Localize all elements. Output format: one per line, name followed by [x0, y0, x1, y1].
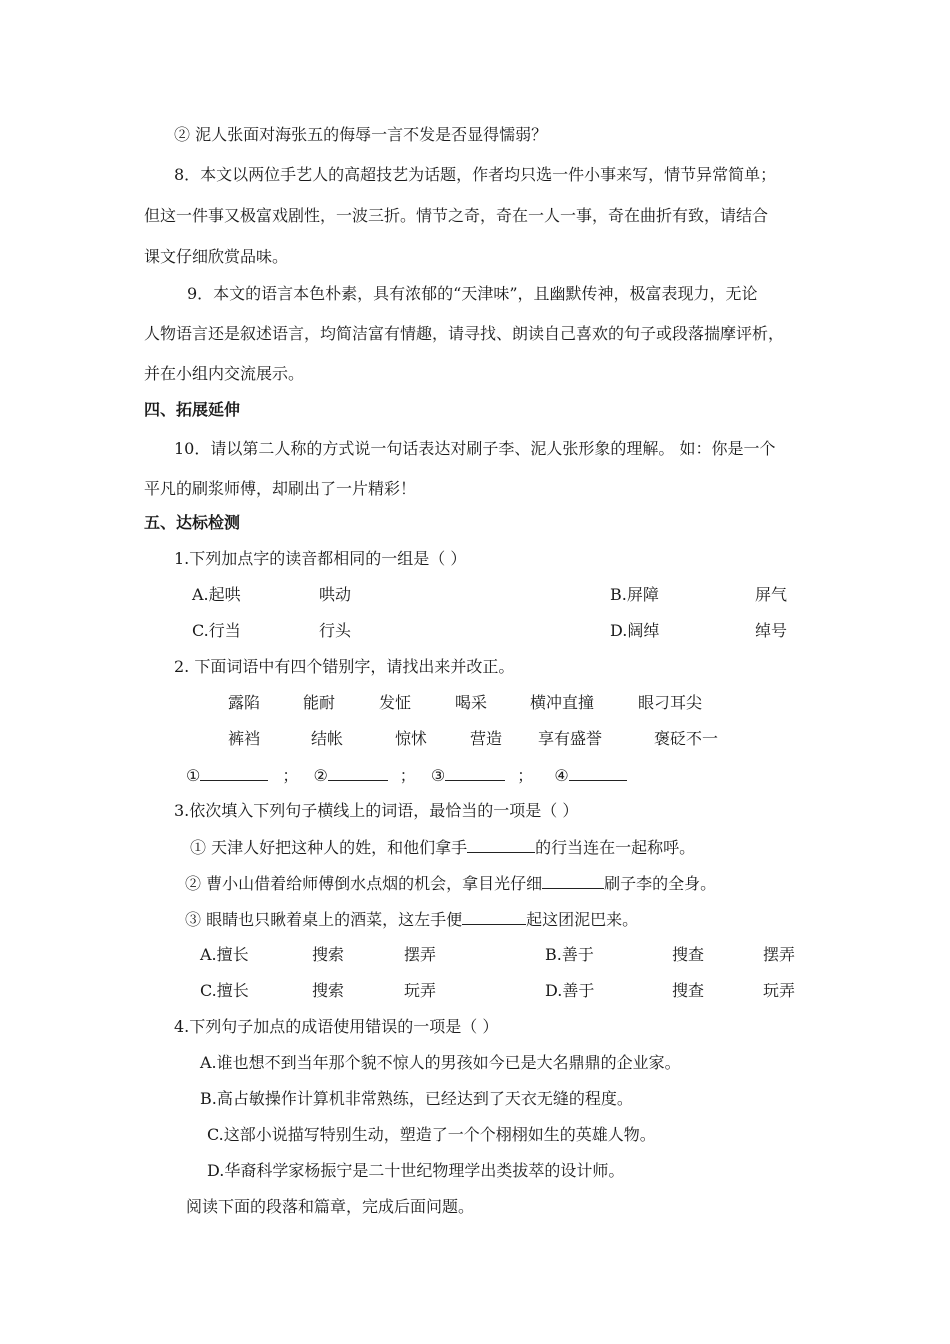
test-3-option-c: C.擅长: [200, 981, 249, 1000]
test-3-stem: 3.依次填入下列句子横线上的词语，最恰当的一项是（ ）: [174, 801, 579, 820]
reading-instruction: 阅读下面的段落和篇章，完成后面问题。: [186, 1197, 475, 1216]
test-3-option-b: B.善于: [545, 945, 594, 964]
test-3-option-c: 搜索: [312, 981, 345, 1000]
answer-blank-4[interactable]: [569, 764, 627, 781]
blank-separator: ；: [517, 766, 534, 785]
blank-label-2: ②: [313, 766, 328, 785]
test-1-option-a-word-1: A.起哄: [192, 585, 241, 604]
test-1-option-d-word-2: 绰号: [755, 621, 788, 640]
test-3-option-d: D.善于: [545, 981, 595, 1000]
word-item: 营造: [470, 729, 503, 748]
fill-blank[interactable]: [542, 872, 604, 889]
question-10-line-2: 平凡的刷浆师傅，却刷出了一片精彩！: [144, 479, 417, 498]
test-4-option-d: D.华裔科学家杨振宁是二十世纪物理学出类拔萃的设计师。: [207, 1161, 625, 1180]
test-4-stem: 4.下列句子加点的成语使用错误的一项是（ ）: [174, 1017, 499, 1036]
blank-label-1: ①: [186, 766, 201, 785]
test-3-option-a: 摆弄: [404, 945, 437, 964]
test-1-option-c-word-2: 行头: [319, 621, 352, 640]
section-heading-assessment: 五、达标检测: [144, 513, 241, 532]
question-9-line-2: 人物语言还是叙述语言，均简洁富有情趣，请寻找、朗读自己喜欢的句子或段落揣摩评析，: [144, 324, 785, 343]
blank-separator: ；: [399, 766, 416, 785]
question-7-part-2: ② 泥人张面对海张五的侮辱一言不发是否显得懦弱？: [174, 125, 548, 144]
section-heading-extension: 四、拓展延伸: [144, 400, 241, 419]
test-1-option-b-word-2: 屏气: [755, 585, 788, 604]
word-item: 眼刁耳尖: [638, 693, 703, 712]
test-1-stem: 1.下列加点字的读音都相同的一组是（ ）: [174, 549, 467, 568]
word-item: 能耐: [303, 693, 336, 712]
question-8-line-2: 但这一件事又极富戏剧性，一波三折。情节之奇，奇在一人一事，奇在曲折有致，请结合: [144, 206, 769, 225]
word-item: 褒砭不一: [654, 729, 719, 748]
answer-blank-1[interactable]: [200, 764, 268, 781]
question-8-line-3: 课文仔细欣赏品味。: [144, 247, 289, 266]
test-3-option-d: 玩弄: [763, 981, 796, 1000]
word-item: 发怔: [379, 693, 412, 712]
answer-blank-2[interactable]: [328, 764, 388, 781]
test-3-option-b: 摆弄: [763, 945, 796, 964]
blank-label-4: ④: [554, 766, 569, 785]
blank-label-3: ③: [430, 766, 446, 785]
test-1-option-a-word-2: 哄动: [319, 585, 352, 604]
question-10-line-1: 10．请以第二人称的方式说一句话表达对刷子李、泥人张形象的理解。 如：你是一个: [174, 439, 776, 458]
test-3-option-d: 搜查: [672, 981, 705, 1000]
test-3-option-a: A.擅长: [200, 945, 249, 964]
word-item: 裤裆: [228, 729, 261, 748]
word-item: 喝采: [455, 693, 488, 712]
question-9-line-1: 9．本文的语言本色朴素，具有浓郁的“天津味”，且幽默传神，极富表现力，无论: [187, 284, 758, 303]
question-8-line-1: 8．本文以两位手艺人的高超技艺为话题，作者均只选一件小事来写，情节异常简单；: [174, 165, 777, 184]
test-3-sentence-3: ③ 眼睛也只瞅着桌上的酒菜，这左手便 起这团泥巴来。: [185, 910, 639, 929]
test-1-option-c-word-1: C.行当: [192, 621, 241, 640]
test-1-option-b-word-1: B.屏障: [610, 585, 659, 604]
answer-blanks-row: [186, 764, 627, 787]
test-2-stem: 2. 下面词语中有四个错别字，请找出来并改正。: [174, 657, 515, 676]
word-item: 享有盛誉: [538, 729, 603, 748]
test-3-option-a: 搜索: [312, 945, 345, 964]
fill-blank[interactable]: [467, 836, 535, 853]
answer-blank-3[interactable]: [445, 764, 505, 781]
blank-separator: ；: [282, 766, 299, 785]
test-3-option-c: 玩弄: [404, 981, 437, 1000]
test-3-option-b: 搜查: [672, 945, 705, 964]
test-3-sentence-1: ① 天津人好把这种人的姓，和他们拿手 的行当连在一起称呼。: [190, 838, 696, 857]
word-item: 惊怵: [395, 729, 428, 748]
test-1-option-d-word-1: D.阔绰: [610, 621, 660, 640]
fill-blank[interactable]: [462, 908, 526, 925]
test-3-sentence-2: ② 曹小山借着给师傅倒水点烟的机会，拿目光仔细 刷子李的全身。: [185, 874, 717, 893]
word-item: 露陷: [228, 693, 261, 712]
test-4-option-a: A.谁也想不到当年那个貌不惊人的男孩如今已是大名鼎鼎的企业家。: [200, 1053, 681, 1072]
word-item: 横冲直撞: [530, 693, 595, 712]
test-4-option-b: B.高占敏操作计算机非常熟练，已经达到了天衣无缝的程度。: [200, 1089, 633, 1108]
test-4-option-c: C.这部小说描写特别生动，塑造了一个个栩栩如生的英雄人物。: [207, 1125, 656, 1144]
question-9-line-3: 并在小组内交流展示。: [144, 364, 305, 383]
word-item: 结帐: [311, 729, 344, 748]
